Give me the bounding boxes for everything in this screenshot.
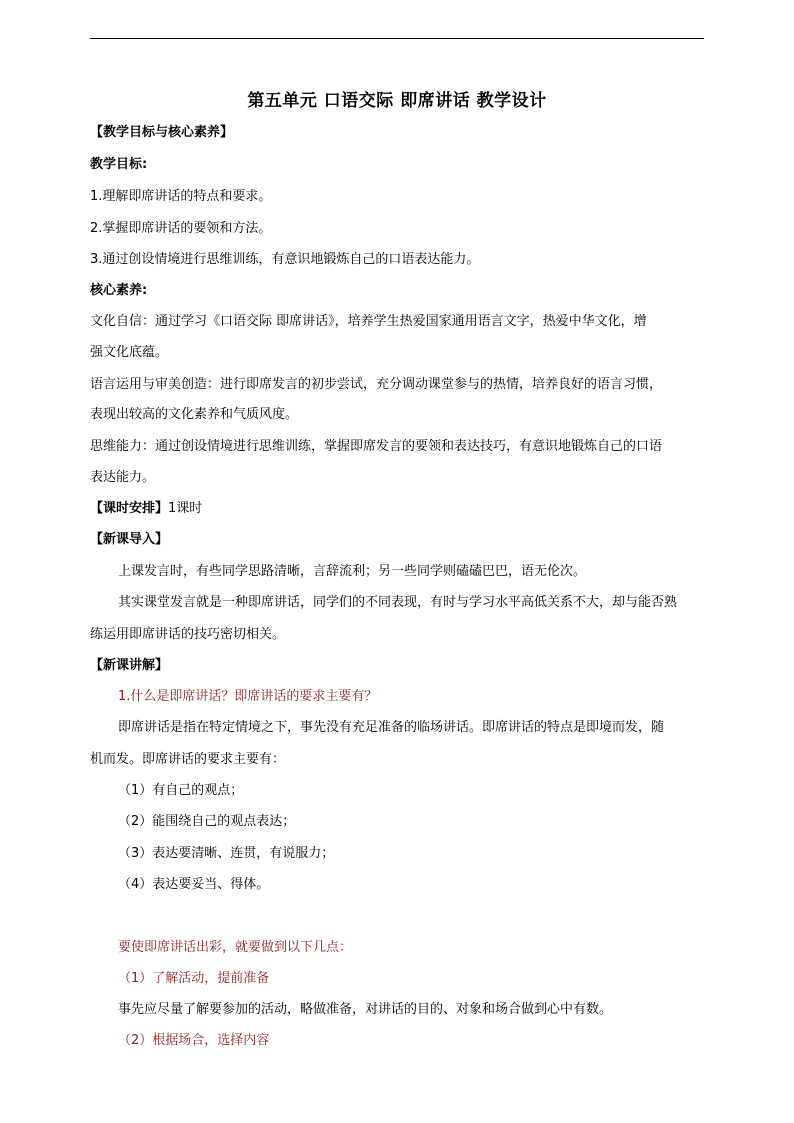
tip-heading: （1）了解活动，提前准备 <box>118 971 270 986</box>
core-item-line: 思维能力：通过创设情境进行思维训练，掌握即席发言的要领和表达技巧，有意识地锻炼自己的口语 <box>90 439 663 454</box>
core-label: 核心素养: <box>90 283 148 298</box>
tips-intro: 要使即席讲话出彩，就要做到以下几点： <box>118 940 353 955</box>
goals-header: 【教学目标与核心素养】 <box>90 125 234 140</box>
intro-header: 【新课导入】 <box>90 532 169 547</box>
schedule-line <box>90 500 202 518</box>
requirement-item: （2）能围绕自己的观点表达； <box>118 814 296 829</box>
goal-item: 2.掌握即席讲话的要领和方法。 <box>90 221 272 236</box>
schedule-header: 【课时安排】 <box>90 501 169 516</box>
tip-heading: （2）根据场合，选择内容 <box>118 1033 270 1048</box>
core-item-line: 文化自信：通过学习《口语交际 即席讲话》，培养学生热爱国家通用语言文字，热爱中华文化，增 <box>90 314 647 329</box>
intro-paragraph: 其实课堂发言就是一种即席讲话，同学们的不同表现，有时与学习水平高低关系不大，却与能否熟 <box>118 595 678 610</box>
tip-body: 事先应尽量了解要参加的活动，略做准备，对讲话的目的、对象和场合做到心中有数。 <box>118 1002 613 1017</box>
requirement-item: （3）表达要清晰、连贯，有说服力； <box>118 846 335 861</box>
header-rule <box>90 38 704 39</box>
question-heading: 1.什么是即席讲话？即席讲话的要求主要有？ <box>118 689 378 704</box>
goal-item: 1.理解即席讲话的特点和要求。 <box>90 189 272 204</box>
schedule-value: 1课时 <box>168 501 203 516</box>
definition-paragraph: 机而发。即席讲话的要求主要有： <box>90 752 286 767</box>
intro-paragraph: 上课发言时，有些同学思路清晰，言辞流利；另一些同学则磕磕巴巴，语无伦次。 <box>118 564 587 579</box>
page-title: 第五单元 口语交际 即席讲话 教学设计 <box>247 91 547 111</box>
core-item-line: 语言运用与审美创造：进行即席发言的初步尝试，充分调动课堂参与的热情，培养良好的语言习惯， <box>90 377 663 392</box>
requirement-item: （4）表达要妥当、得体。 <box>118 877 270 892</box>
core-item-line: 表现出较高的文化素养和气质风度。 <box>90 407 299 422</box>
intro-paragraph: 练运用即席讲话的技巧密切相关。 <box>90 627 286 642</box>
goal-item: 3.通过创设情境进行思维训练，有意识地锻炼自己的口语表达能力。 <box>90 252 480 267</box>
definition-paragraph: 即席讲话是指在特定情境之下，事先没有充足准备的临场讲话。即席讲话的特点是即境而发，随 <box>118 720 665 735</box>
goals-label: 教学目标: <box>90 157 148 172</box>
core-item-line: 表达能力。 <box>90 470 156 485</box>
requirement-item: （1）有自己的观点； <box>118 783 244 798</box>
core-item-line: 强文化底蕴。 <box>90 345 169 360</box>
lecture-header: 【新课讲解】 <box>90 658 169 673</box>
